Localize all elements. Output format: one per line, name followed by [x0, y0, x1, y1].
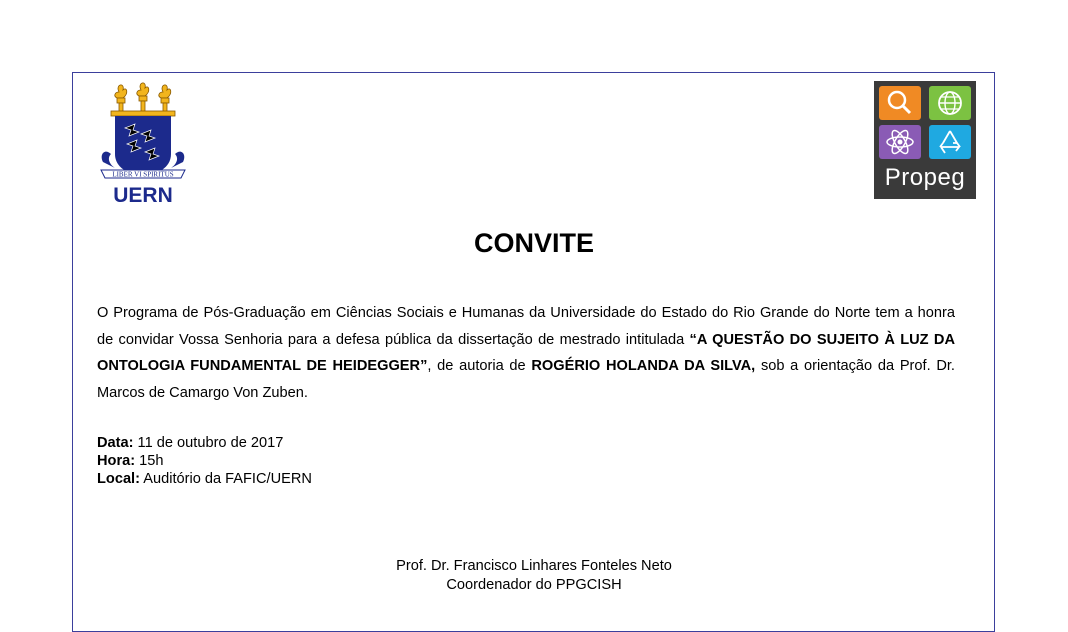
- date-line: [97, 434, 312, 452]
- signatory-role: Coordenador do PPGCISH: [446, 577, 622, 593]
- uern-logo: [97, 80, 189, 206]
- signatory-name: Prof. Dr. Francisco Linhares Fonteles Neto: [396, 558, 672, 574]
- thesis-title: “A QUESTÃO DO SUJEITO À LUZ DA ONTOLOGIA FUNDAMENTAL DE HEIDEGGER”: [97, 331, 955, 374]
- propeg-name: Propeg: [884, 164, 966, 191]
- signature-block: [0, 557, 1068, 595]
- time-value: 15h: [135, 453, 164, 469]
- time-line: [97, 452, 312, 470]
- globe-icon: [929, 86, 971, 120]
- place-line: [97, 470, 312, 488]
- uern-coat-of-arms-icon: [97, 80, 189, 206]
- date-label: Data:: [97, 435, 134, 451]
- recycle-icon: [929, 125, 971, 159]
- paragraph-authorship: , de autoria de: [427, 358, 532, 374]
- event-details: [97, 434, 312, 488]
- author-name: ROGÉRIO HOLANDA DA SILVA,: [531, 358, 756, 374]
- uern-name: UERN: [113, 184, 173, 207]
- magnifier-icon: [879, 86, 921, 120]
- paragraph-intro: O Programa de Pós-Graduação em Ciências Sociais e Humanas da Universidade do Estado do Rio Grande do Norte tem a honra de convidar Vossa Senhoria para a defesa pública da dissertação de mestrado intitulada: [97, 305, 955, 348]
- time-label: Hora:: [97, 453, 136, 469]
- place-value: Auditório da FAFIC/UERN: [139, 471, 312, 487]
- paragraph-advisor: sob a orientação da Prof. Dr. Marcos de Camargo Von Zuben.: [97, 358, 955, 401]
- uern-motto: LIBER VI SPIRITUS: [112, 170, 174, 179]
- date-value: 11 de outubro de 2017: [133, 435, 284, 451]
- propeg-logo: [874, 81, 976, 199]
- place-label: Local:: [97, 471, 140, 487]
- document-title: CONVITE: [473, 228, 594, 258]
- invitation-paragraph: [97, 300, 955, 406]
- atom-icon: [879, 125, 921, 159]
